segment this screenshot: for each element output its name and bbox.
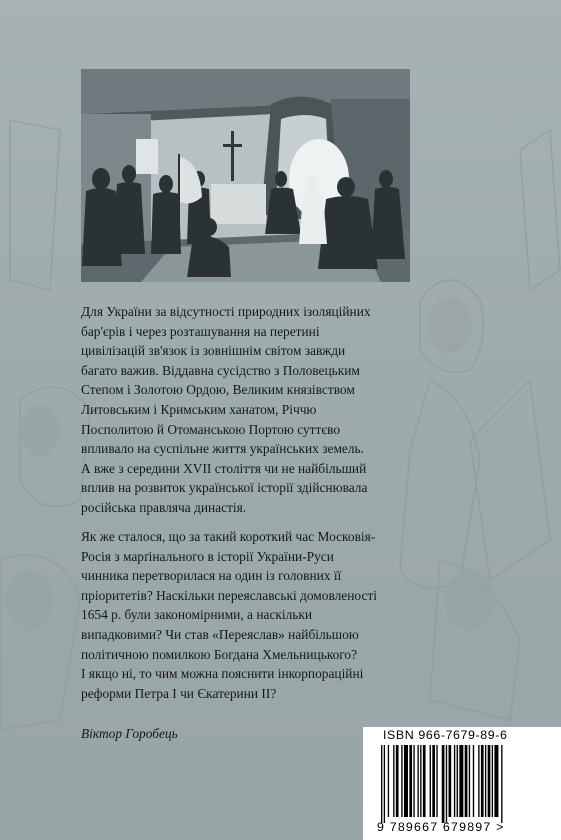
paragraph-line: Росія з марґінального в історії України-Руси bbox=[81, 548, 334, 564]
barcode-bar bbox=[401, 745, 402, 817]
paragraph-intro bbox=[81, 302, 411, 518]
paragraph-line: бар'єрів і через розташування на перетині bbox=[81, 323, 320, 339]
paragraph-line: впливало на суспільне життя українських земель. bbox=[81, 441, 364, 457]
barcode-panel bbox=[363, 727, 561, 840]
author-signature: Віктор Горобець bbox=[81, 726, 178, 741]
barcode-bar bbox=[388, 745, 389, 817]
cover-illustration bbox=[81, 69, 410, 282]
barcode-bar bbox=[449, 745, 452, 817]
barcode-bar bbox=[494, 745, 498, 817]
paragraph-line: 1654 р. були закономірними, а наскільки bbox=[81, 607, 313, 623]
barcode-bar bbox=[469, 745, 470, 817]
barcode-bar bbox=[420, 745, 421, 817]
paragraph-line: Литовським і Кримським ханатом, Річчю bbox=[81, 401, 317, 417]
paragraph-line: пріоритетів? Наскільки переяславські домовленості bbox=[81, 587, 377, 603]
barcode-icon bbox=[375, 745, 555, 823]
barcode-bar bbox=[465, 745, 468, 817]
paragraph-line: російська правляча династія. bbox=[81, 499, 247, 515]
barcode-bar bbox=[381, 745, 382, 823]
barcode-bar bbox=[413, 745, 414, 817]
paragraph-line: Як же сталося, що за такий короткий час Московія- bbox=[81, 529, 376, 544]
barcode-bar bbox=[478, 745, 479, 817]
barcode-bar bbox=[492, 745, 493, 817]
paragraph-line: вплив на розвиток української історії здійснювала bbox=[81, 480, 368, 496]
historical-assembly-engraving-icon bbox=[81, 69, 410, 282]
barcode-bar bbox=[423, 745, 426, 817]
paragraph-line: чинника перетворилася на один із головних її bbox=[81, 568, 342, 584]
barcode-bar bbox=[473, 745, 474, 817]
paragraph-line: політичною помилкою Богдана Хмельницького? bbox=[81, 646, 358, 662]
paragraph-line: Посполитою й Отоманською Портою суттєво bbox=[81, 421, 341, 437]
barcode-bar bbox=[409, 745, 412, 817]
barcode-bar bbox=[488, 745, 491, 817]
isbn-label: ISBN 966-7679-89-6 bbox=[383, 728, 508, 742]
paragraph-line: реформи Петра І чи Єкатерини ІІ? bbox=[81, 685, 277, 701]
barcode-bar bbox=[393, 745, 394, 817]
paragraph-line: багато важив. Віддавна сусідство з Половецьким bbox=[81, 362, 360, 378]
barcode-bar bbox=[430, 745, 431, 817]
barcode-bar bbox=[457, 745, 458, 817]
barcode-digits: 9 789667 679897 > bbox=[377, 820, 505, 834]
barcode-bar bbox=[481, 745, 484, 817]
paragraph-line: Для України за відсутності природних ізоляційних bbox=[81, 304, 371, 319]
barcode-bar bbox=[446, 745, 447, 823]
barcode-bar bbox=[485, 745, 486, 817]
barcode-bar bbox=[417, 745, 418, 817]
barcode-bar bbox=[384, 745, 385, 823]
paragraph-line: цивілізацій зв'язок із зовнішнім світом завжди bbox=[81, 343, 346, 359]
barcode-bar bbox=[459, 745, 463, 817]
barcode-bar bbox=[404, 745, 408, 817]
barcode-bar bbox=[432, 745, 435, 817]
barcode-bar bbox=[396, 745, 399, 817]
paragraph-line: Степом і Золотою Ордою, Великим князівством bbox=[81, 382, 355, 398]
barcode-bar bbox=[436, 745, 437, 817]
barcode-bar bbox=[442, 745, 445, 823]
paragraph-line: А вже з середини XVII століття чи не найбільший bbox=[81, 460, 367, 476]
paragraph-questions bbox=[81, 527, 411, 703]
barcode-bar bbox=[501, 745, 502, 823]
paragraph-line: випадковими? Чи став «Переяслав» найбільшою bbox=[81, 626, 359, 642]
paragraph-line: І якщо ні, то чим можна пояснити інкорпораційні bbox=[81, 666, 364, 682]
barcode-bar bbox=[454, 745, 455, 817]
